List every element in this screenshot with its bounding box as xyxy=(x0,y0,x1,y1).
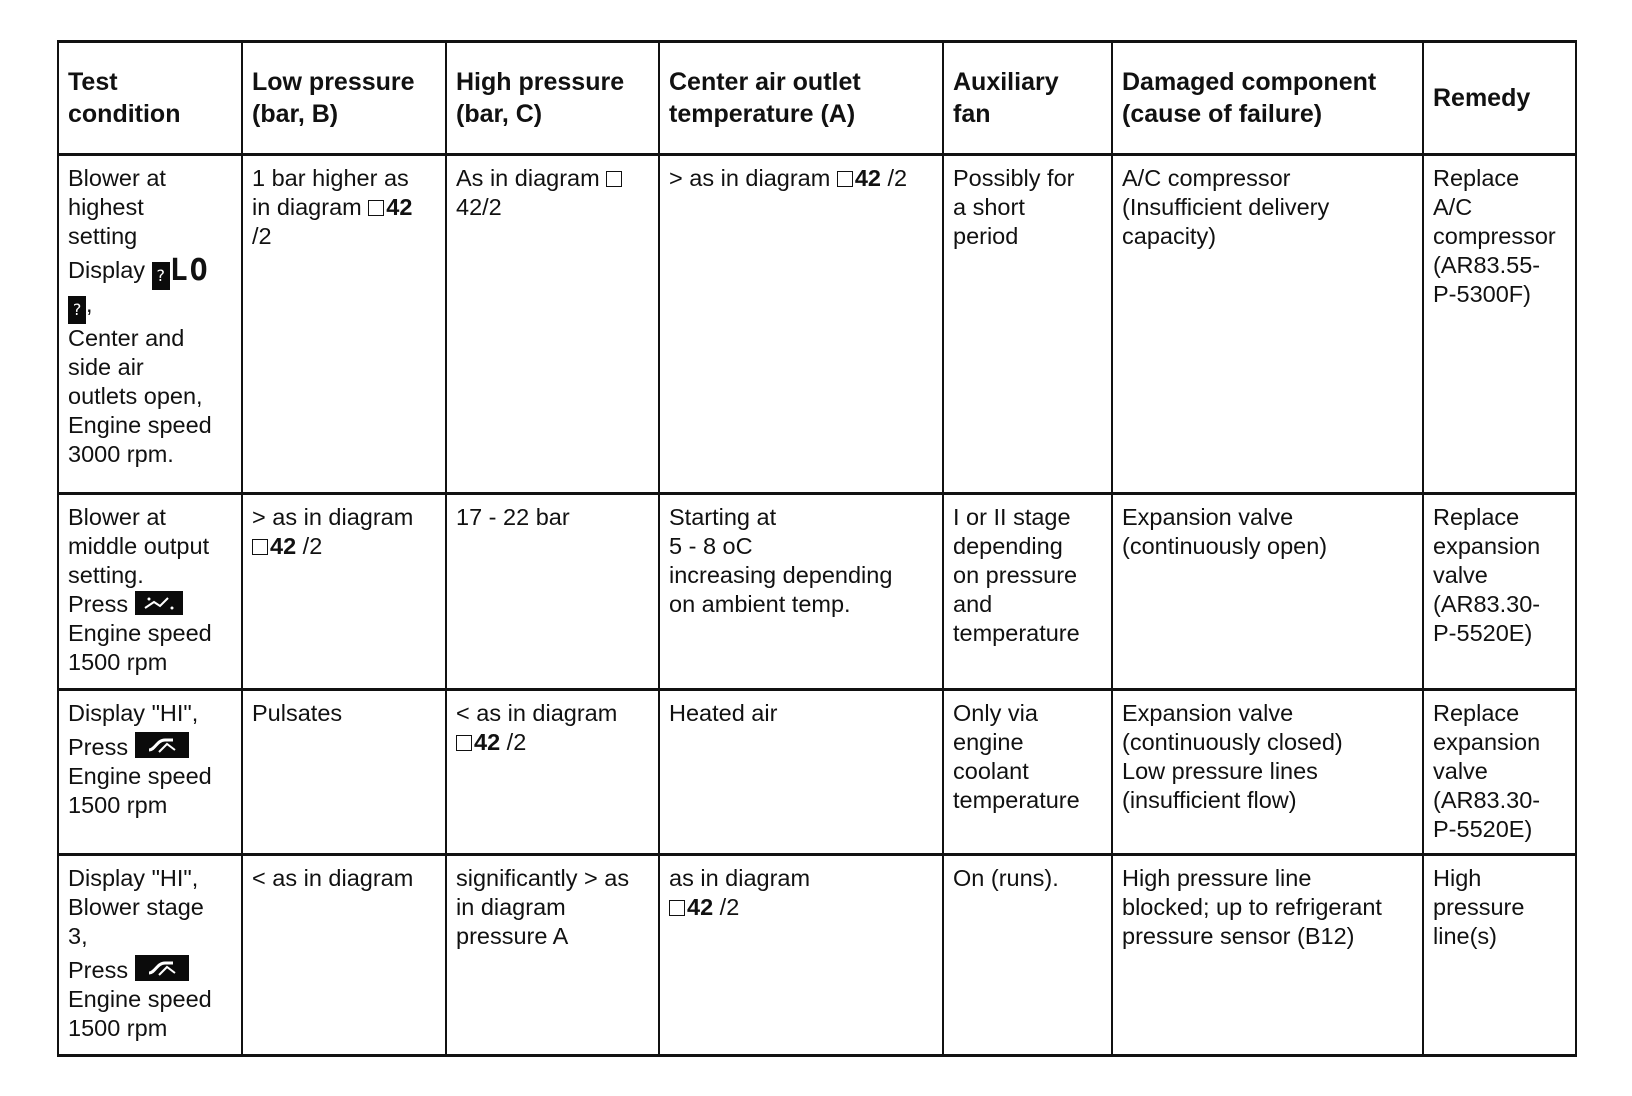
press-label: Press xyxy=(68,957,129,983)
header-aux-fan: Auxiliary fan xyxy=(943,42,1112,155)
text-line: highest xyxy=(68,194,144,220)
text-line: Replace xyxy=(1433,700,1520,726)
text-line: (AR83.30- xyxy=(1433,591,1541,617)
text-line: Replace xyxy=(1433,165,1520,191)
text-line: expansion xyxy=(1433,533,1541,559)
text-line: P-5300F) xyxy=(1433,281,1531,307)
text-line: on pressure xyxy=(953,562,1078,588)
text-line: 42/2 xyxy=(456,194,502,220)
text-line: (Insufficient delivery xyxy=(1122,194,1330,220)
cell-aux-fan xyxy=(943,690,1112,855)
text-line: middle output xyxy=(68,533,210,559)
text-line: Display "HI", xyxy=(68,700,199,726)
text-line: compressor xyxy=(1433,223,1556,249)
text-line: temperature xyxy=(953,787,1080,813)
text-line: 1500 rpm xyxy=(68,649,168,675)
text-line xyxy=(669,893,934,922)
text-line: A/C xyxy=(1433,194,1473,220)
text-line: line(s) xyxy=(1433,923,1497,949)
comma-text: , xyxy=(86,291,93,317)
text-line xyxy=(669,164,934,193)
text-line: Only via xyxy=(953,700,1038,726)
table-row xyxy=(58,690,1576,855)
cell-high-pressure xyxy=(446,690,659,855)
reference-box-icon xyxy=(252,539,268,555)
table-row xyxy=(58,494,1576,690)
text-line: Engine speed xyxy=(68,763,212,789)
display-line-cont xyxy=(68,290,233,324)
text-line xyxy=(456,728,650,757)
text-line: setting. xyxy=(68,562,144,588)
reference-box-icon xyxy=(456,735,472,751)
text-line: significantly > as xyxy=(456,865,630,891)
text-line: period xyxy=(953,223,1019,249)
text-line: pressure sensor (B12) xyxy=(1122,923,1355,949)
text-line: Center and xyxy=(68,325,185,351)
press-line xyxy=(68,732,233,762)
header-remedy: Remedy xyxy=(1423,42,1576,155)
text-line: P-5520E) xyxy=(1433,620,1533,646)
text-line: on ambient temp. xyxy=(669,591,851,617)
text-fragment: /2 xyxy=(302,533,323,559)
diagram-ref: 42 xyxy=(474,729,501,755)
text-line: as in diagram xyxy=(669,865,811,891)
cell-high-pressure xyxy=(446,494,659,690)
text-line: P-5520E) xyxy=(1433,816,1533,842)
text-line: Blower at xyxy=(68,165,166,191)
text-line: in diagram xyxy=(456,894,566,920)
text-line: /2 xyxy=(252,223,272,249)
text-line: Starting at xyxy=(669,504,777,530)
cell-aux-fan xyxy=(943,855,1112,1056)
cell-damaged-component xyxy=(1112,155,1423,494)
ac-key-icon xyxy=(135,955,189,981)
text-line: Pulsates xyxy=(252,700,343,726)
text-line: setting xyxy=(68,223,138,249)
text-line xyxy=(252,532,437,561)
text-line: 17 - 22 bar xyxy=(456,504,570,530)
header-damaged-component: Damaged component (cause of failure) xyxy=(1112,42,1423,155)
lcd-symbol-icon: ? xyxy=(152,262,170,290)
cell-low-pressure xyxy=(242,690,446,855)
text-fragment: /2 xyxy=(719,894,740,920)
lcd-symbol-icon: ? xyxy=(68,296,86,324)
table-row xyxy=(58,855,1576,1056)
press-line xyxy=(68,590,233,619)
press-label: Press xyxy=(68,591,129,617)
cell-center-outlet xyxy=(659,690,943,855)
text-line: 3000 rpm. xyxy=(68,441,174,467)
text-line: 3, xyxy=(68,923,88,949)
text-line: < as in diagram xyxy=(456,700,618,726)
text-line: Expansion valve xyxy=(1122,700,1294,726)
text-line: Heated air xyxy=(669,700,778,726)
cell-remedy xyxy=(1423,494,1576,690)
header-high-pressure: High pressure (bar, C) xyxy=(446,42,659,155)
cell-damaged-component xyxy=(1112,494,1423,690)
text-line: A/C compressor xyxy=(1122,165,1291,191)
reference-box-icon xyxy=(837,171,853,187)
text-line: High pressure line xyxy=(1122,865,1312,891)
text-line: On (runs). xyxy=(953,865,1059,891)
text-line: 1 bar higher as xyxy=(252,165,409,191)
display-label: Display xyxy=(68,257,146,283)
diagram-ref: 42 xyxy=(386,194,413,220)
lcd-lo-readout: LO xyxy=(169,253,210,288)
text-line: (AR83.30- xyxy=(1433,787,1541,813)
text-line: High xyxy=(1433,865,1482,891)
text-line: (insufficient flow) xyxy=(1122,787,1297,813)
text-line: Replace xyxy=(1433,504,1520,530)
text-line: Blower at xyxy=(68,504,166,530)
text-line: engine xyxy=(953,729,1024,755)
cell-remedy xyxy=(1423,690,1576,855)
cell-center-outlet xyxy=(659,155,943,494)
diagram-ref: 42 xyxy=(854,165,881,191)
header-test-condition: Test condition xyxy=(58,42,242,155)
diagnosis-table xyxy=(57,40,1577,1057)
reference-box-icon xyxy=(606,171,622,187)
cell-damaged-component xyxy=(1112,855,1423,1056)
cell-test-condition xyxy=(58,494,242,690)
header-low-pressure: Low pressure (bar, B) xyxy=(242,42,446,155)
text-line: I or II stage xyxy=(953,504,1071,530)
text-line: expansion xyxy=(1433,729,1541,755)
reference-box-icon xyxy=(669,900,685,916)
text-line xyxy=(456,164,650,193)
text-line: (AR83.55- xyxy=(1433,252,1541,278)
text-line: Low pressure lines xyxy=(1122,758,1318,784)
press-label: Press xyxy=(68,734,129,760)
text-fragment: > as in diagram xyxy=(669,165,831,191)
text-line: outlets open, xyxy=(68,383,203,409)
header-row xyxy=(58,42,1576,155)
text-fragment: in diagram xyxy=(252,194,362,220)
ac-key-icon xyxy=(135,732,189,758)
text-line: capacity) xyxy=(1122,223,1217,249)
defrost-key-icon xyxy=(135,591,183,615)
text-fragment: /2 xyxy=(506,729,527,755)
cell-high-pressure xyxy=(446,855,659,1056)
text-fragment: As in diagram xyxy=(456,165,600,191)
cell-center-outlet xyxy=(659,855,943,1056)
text-line: pressure xyxy=(1433,894,1525,920)
header-center-outlet: Center air outlet temperature (A) xyxy=(659,42,943,155)
press-line xyxy=(68,955,233,985)
diagram-ref: 42 xyxy=(270,533,297,559)
cell-low-pressure xyxy=(242,494,446,690)
cell-high-pressure xyxy=(446,155,659,494)
text-line: increasing depending xyxy=(669,562,893,588)
text-line: < as in diagram xyxy=(252,865,414,891)
cell-center-outlet xyxy=(659,494,943,690)
text-line: pressure A xyxy=(456,923,569,949)
text-line: blocked; up to refrigerant xyxy=(1122,894,1382,920)
reference-box-icon xyxy=(368,200,384,216)
cell-test-condition xyxy=(58,855,242,1056)
text-line: (continuously open) xyxy=(1122,533,1328,559)
text-line: Engine speed xyxy=(68,986,212,1012)
text-line: depending xyxy=(953,533,1063,559)
cell-low-pressure xyxy=(242,855,446,1056)
cell-test-condition xyxy=(58,155,242,494)
cell-remedy xyxy=(1423,155,1576,494)
text-fragment: /2 xyxy=(887,165,908,191)
text-line: Blower stage xyxy=(68,894,204,920)
cell-aux-fan xyxy=(943,494,1112,690)
cell-low-pressure xyxy=(242,155,446,494)
text-line: Possibly for xyxy=(953,165,1075,191)
cell-damaged-component xyxy=(1112,690,1423,855)
text-line: Engine speed xyxy=(68,620,212,646)
cell-test-condition xyxy=(58,690,242,855)
display-line xyxy=(68,253,233,290)
text-line: > as in diagram xyxy=(252,504,414,530)
text-line: 1500 rpm xyxy=(68,1015,168,1041)
diagram-ref: 42 xyxy=(687,894,714,920)
text-line: Display "HI", xyxy=(68,865,199,891)
text-line: Expansion valve xyxy=(1122,504,1294,530)
text-line: valve xyxy=(1433,758,1488,784)
text-line: and xyxy=(953,591,993,617)
text-line: 5 - 8 oC xyxy=(669,533,753,559)
cell-aux-fan xyxy=(943,155,1112,494)
table-row xyxy=(58,155,1576,494)
text-line xyxy=(252,193,437,222)
text-line: side air xyxy=(68,354,144,380)
text-line: coolant xyxy=(953,758,1029,784)
cell-remedy xyxy=(1423,855,1576,1056)
text-line: Engine speed xyxy=(68,412,212,438)
text-line: a short xyxy=(953,194,1025,220)
text-line: (continuously closed) xyxy=(1122,729,1343,755)
text-line: 1500 rpm xyxy=(68,792,168,818)
text-line: temperature xyxy=(953,620,1080,646)
text-line: valve xyxy=(1433,562,1488,588)
